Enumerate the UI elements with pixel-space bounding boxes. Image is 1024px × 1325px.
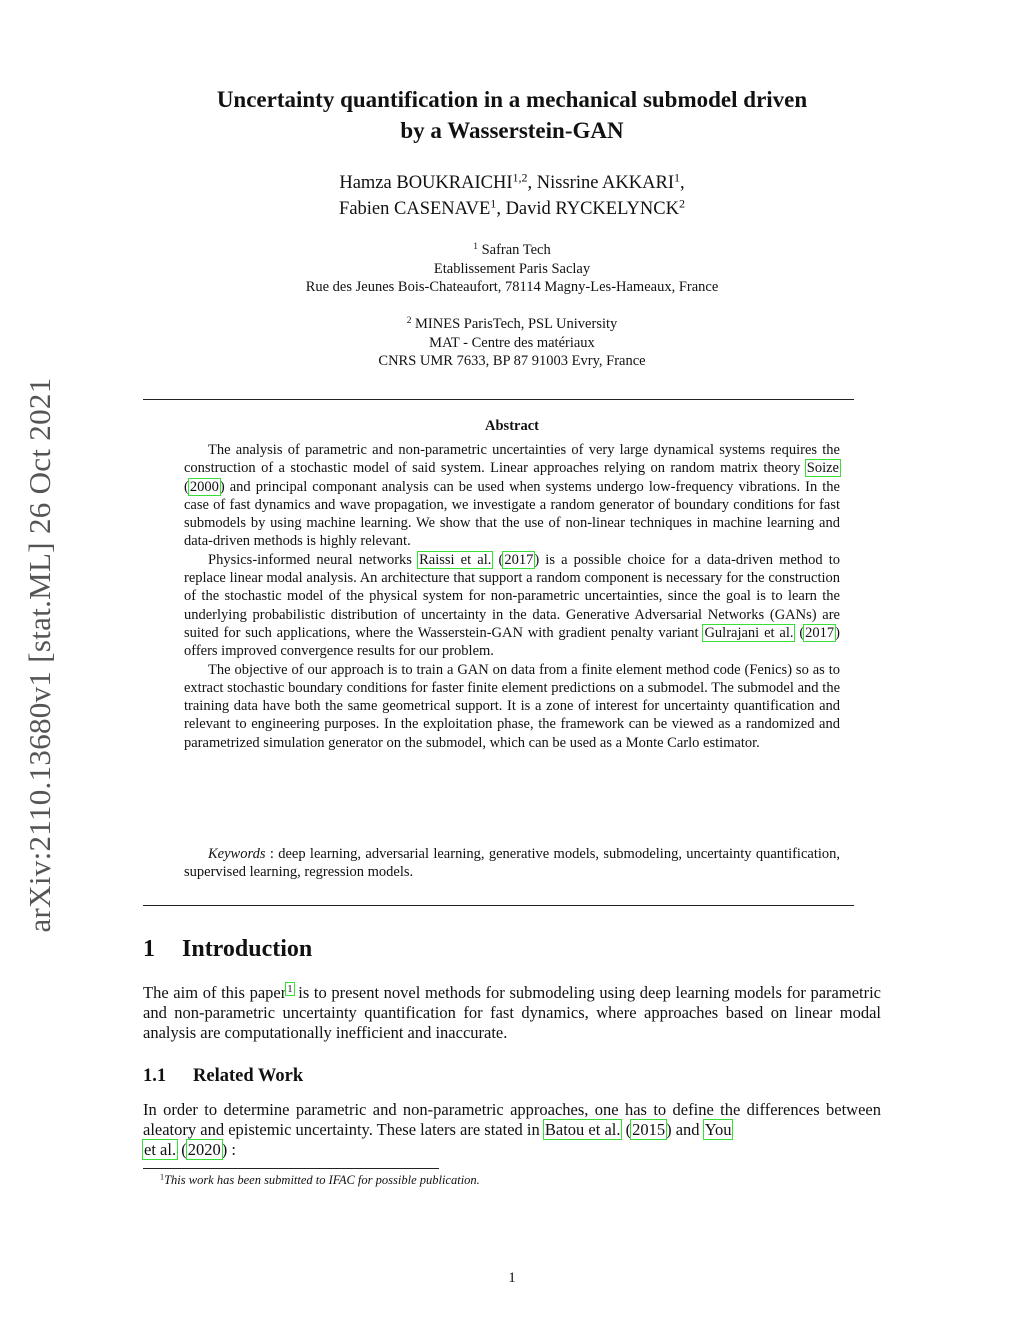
citation-year-link[interactable]: 2017: [504, 551, 534, 568]
author-name: David RYCKELYNCK: [505, 199, 679, 219]
citation-year-link[interactable]: 2020: [187, 1140, 221, 1159]
author-name: Hamza BOUKRAICHI: [339, 173, 513, 193]
author-name: Nissrine AKKARI: [536, 173, 674, 193]
page-number: 1: [508, 1270, 516, 1286]
affiliation-2: $^2$ MINES ParisTech, PSL University MAT - Centre des matériaux CNRS UMR 7633, BP 87 91003 Evry, France: [378, 315, 646, 369]
introduction-paragraph: The aim of this paper$^1$ is to present novel methods for submodeling using deep learning models for parametric and non-parametric uncertainty quantification for fast dynamics, where approaches based on linear modal analysis are computationally inefficient and inaccurate.: [143, 983, 881, 1042]
citation-link[interactable]: et al.: [144, 1140, 177, 1159]
arxiv-identifier: [10, 350, 70, 960]
section-title: Introduction: [182, 936, 313, 962]
arxiv-identifier-text: arXiv:2110.13680v1 [stat.ML] 26 Oct 2021: [22, 377, 57, 933]
footnote-mark: 1: [160, 1172, 165, 1182]
abstract-bottom-rule: [143, 905, 854, 906]
section-heading-introduction: [143, 936, 312, 963]
related-work-paragraph: In order to determine parametric and non-parametric approaches, one has to define the differences between aleatory and epistemic uncertainty. These laters are stated in Batou et al. (2015) and You et al. (2020) :: [143, 1100, 881, 1159]
keywords: Keywords : deep learning, adversarial learning, generative models, submodeling, uncertainty quantification, supervised learning, regression models.: [184, 846, 841, 881]
citation-link[interactable]: Soize: [806, 460, 839, 477]
citation-link[interactable]: You: [704, 1120, 732, 1139]
author-line-2: Fabien CASENAVE$^1$, David RYCKELYNCK$^2$: [339, 196, 685, 219]
citation-link[interactable]: Batou et al.: [544, 1120, 621, 1139]
author-line-1: Hamza BOUKRAICHI$^{1,2}$, Nissrine AKKARI$^1$,: [339, 170, 685, 193]
citation-year-link[interactable]: 2017: [805, 624, 835, 641]
section-number: 1: [143, 936, 155, 962]
footnote-link[interactable]: 1: [287, 983, 293, 996]
author-name: Fabien CASENAVE: [339, 199, 491, 219]
keywords-label: Keywords: [208, 846, 266, 862]
footnote: [160, 1173, 480, 1188]
abstract-heading: Abstract: [485, 418, 539, 434]
footnote-text: This work has been submitted to IFAC for possible publication.: [164, 1173, 480, 1187]
subsection-heading-related-work: [143, 1066, 303, 1087]
abstract-paragraph: The objective of our approach is to train a GAN on data from a finite element method code (Fenics) so as to extract stochastic boundary conditions for faster finite element predictions on a submodel. The submodel and the training data have both the same geometrical support. It is a zone of interest for uncertainty quantification and relevant to engineering purposes. In the exploitation phase, the framework can be viewed as a randomized and parametrized simulation generator on the submodel, which can be used as a Monte Carlo estimator.: [184, 661, 840, 751]
author-list: [143, 170, 881, 222]
citation-link[interactable]: Gulrajani et al.: [704, 624, 794, 641]
citation-link[interactable]: Raissi et al.: [419, 551, 492, 568]
paper-title: [143, 84, 881, 146]
abstract-paragraph: Physics-informed neural networks Raissi et al. (2017) is a possible choice for a data-driven method to replace linear modal analysis. An architecture that support a random component is necessary for the construction of the stochastic model of the physical system for non-parametric uncertainties, since the goal is to learn the underlying probabilistic distribution of uncertainty in the data. Generative Adversarial Networks (GANs) are suited for such applications, where the Wasserstein-GAN with gradient penalty variant Gulrajani et al. (2017) offers improved convergence results for our problem.: [184, 551, 841, 660]
footnote-rule: [143, 1168, 439, 1169]
citation-year-link[interactable]: 2000: [189, 478, 219, 495]
title-line-2: by a Wasserstein-GAN: [400, 118, 624, 143]
title-line-1: Uncertainty quantification in a mechanical submodel driven: [216, 87, 808, 112]
affiliation-mark: 2: [406, 315, 412, 326]
abstract-body: [184, 441, 840, 752]
keywords-text: deep learning, adversarial learning, generative models, submodeling, uncertainty quantification, supervised learning, regression models.: [184, 846, 841, 881]
subsection-number: 1.1: [143, 1066, 167, 1086]
abstract-paragraph: The analysis of parametric and non-parametric uncertainties of very large dynamical systems requires the construction of a stochastic model of said system. Linear approaches relying on random matrix theory Soize (2000) and principal componant analysis can be used when systems undergo low-frequency vibrations. In the case of fast dynamics and wave propagation, we investigate a random generator of boundary conditions for fast submodels by using machine learning. We show that the use of non-linear techniques in machine learning and data-driven methods is highly relevant.: [184, 442, 840, 550]
subsection-title: Related Work: [193, 1066, 304, 1086]
author-affiliation-mark: 1: [674, 170, 681, 185]
author-affiliation-mark: 1: [490, 196, 497, 211]
affiliation-1: $^1$ Safran Tech Etablissement Paris Saclay Rue des Jeunes Bois-Chateaufort, 78114 Magny-Les-Hameaux, France: [305, 241, 719, 295]
author-affiliation-mark: 1,2: [512, 170, 528, 185]
author-affiliation-mark: 2: [678, 196, 685, 211]
affiliation-mark: 1: [473, 241, 478, 252]
abstract-top-rule: [143, 399, 854, 400]
citation-year-link[interactable]: 2015: [632, 1120, 666, 1139]
